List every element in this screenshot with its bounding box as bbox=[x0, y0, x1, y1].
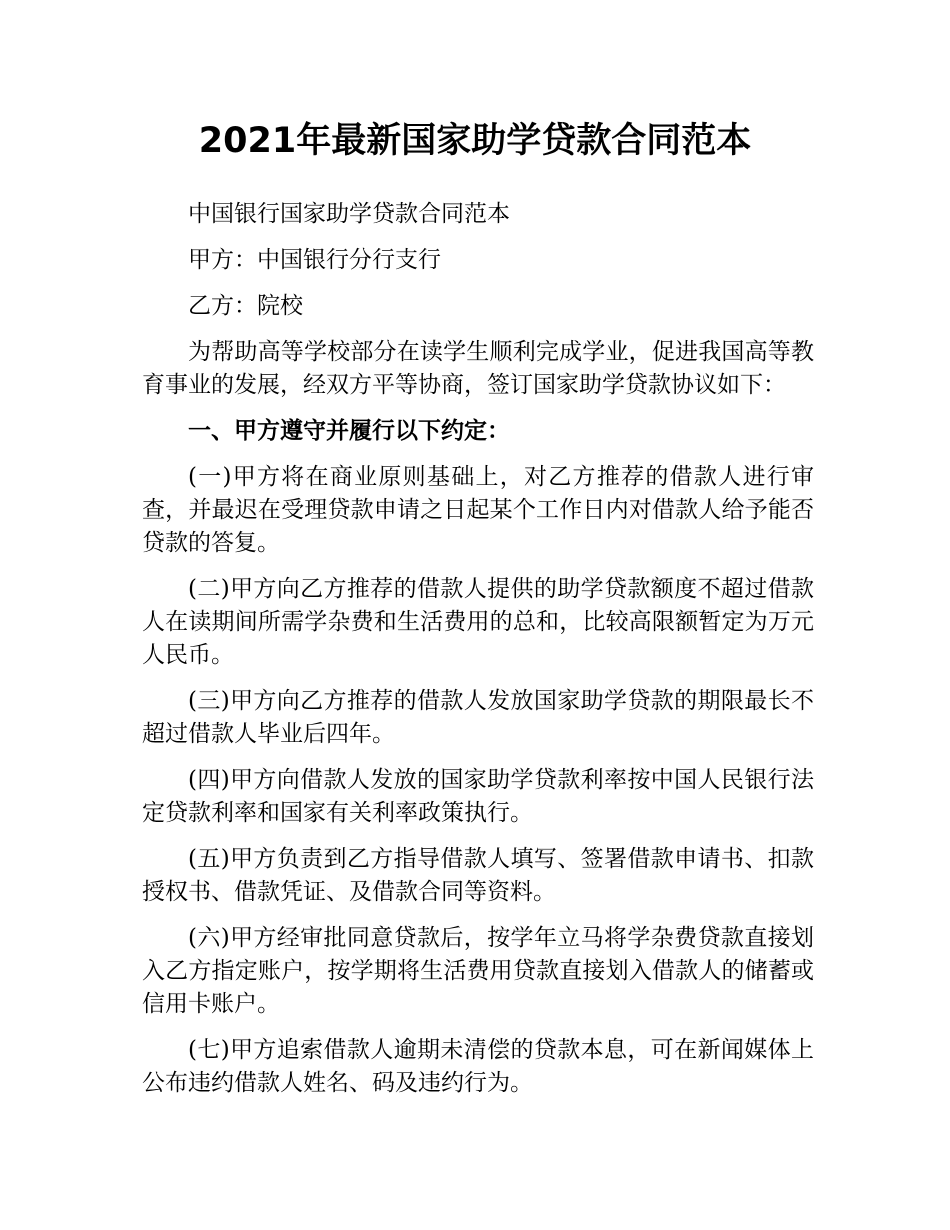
contract-subtitle: 中国银行国家助学贷款合同范本 bbox=[188, 201, 510, 227]
clause-paragraph: (二)甲方向乙方推荐的借款人提供的助学贷款额度不超过借款人在读期间所需学杂费和生活费用的总和，比较高限额暂定为万元人民币。 bbox=[142, 576, 814, 668]
clause-paragraph: (一)甲方将在商业原则基础上，对乙方推荐的借款人进行审查，并最迟在受理贷款申请之日起某个工作日内对借款人给予能否贷款的答复。 bbox=[142, 464, 814, 556]
document-title: 2021年最新国家助学贷款合同范本 bbox=[198, 121, 752, 161]
document-body bbox=[142, 198, 814, 1113]
clause-paragraph: (三)甲方向乙方推荐的借款人发放国家助学贷款的期限最长不超过借款人毕业后四年。 bbox=[142, 688, 814, 747]
clause-paragraph: (七)甲方追索借款人逾期未清偿的贷款本息，可在新闻媒体上公布违约借款人姓名、码及违约行为。 bbox=[142, 1037, 814, 1096]
clause-paragraph: (六)甲方经审批同意贷款后，按学年立马将学杂费贷款直接划入乙方指定账户，按学期将生活费用贷款直接划入借款人的储蓄或信用卡账户。 bbox=[142, 925, 814, 1017]
preamble-paragraph: 为帮助高等学校部分在读学生顺利完成学业，促进我国高等教育事业的发展，经双方平等协商，签订国家助学贷款协议如下： bbox=[142, 339, 814, 398]
party-a-line: 甲方：中国银行分行支行 bbox=[188, 247, 441, 273]
section-heading: 一、甲方遵守并履行以下约定： bbox=[188, 418, 510, 444]
clause-paragraph: (四)甲方向借款人发放的国家助学贷款利率按中国人民银行法定贷款利率和国家有关利率政策执行。 bbox=[142, 767, 814, 826]
party-b-line: 乙方：院校 bbox=[188, 293, 303, 319]
clause-paragraph: (五)甲方负责到乙方指导借款人填写、签署借款申请书、扣款授权书、借款凭证、及借款合同等资料。 bbox=[142, 846, 814, 905]
